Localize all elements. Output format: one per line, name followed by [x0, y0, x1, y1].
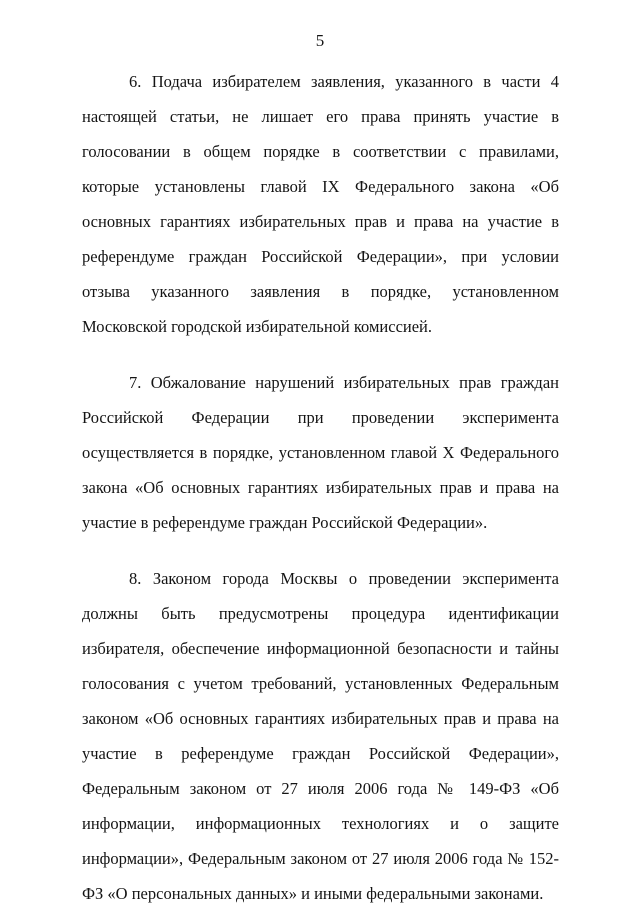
- document-body: [82, 64, 559, 911]
- paragraph-8: 8. Законом города Москвы о проведении эксперимента должны быть предусмотрены процедура идентификации избирателя, обеспечение информационной безопасности и тайны голосования с учетом требований, установленных Федеральным законом «Об основных гарантиях избирательных прав и права на участие в референдуме граждан Российской Федерации», Федеральным законом от 27 июля 2006 года № 149-ФЗ «Об информации, информационных технологиях и о защите информации», Федеральным законом от 27 июля 2006 года № 152-ФЗ «О персональных данных» и иными федеральными законами.: [82, 569, 559, 903]
- paragraph-7: 7. Обжалование нарушений избирательных прав граждан Российской Федерации при проведении эксперимента осуществляется в порядке, установленном главой X Федерального закона «Об основных гарантиях избирательных прав и права на участие в референдуме граждан Российской Федерации».: [82, 373, 559, 532]
- page-number: 5: [315, 31, 325, 50]
- paragraph-6: 6. Подача избирателем заявления, указанного в части 4 настоящей статьи, не лишает его права принять участие в голосовании в общем порядке в соответствии с правилами, которые установлены главой IX Федерального закона «Об основных гарантиях избирательных прав и права на участие в референдуме граждан Российской Федерации», при условии отзыва указанного заявления в порядке, установленном Московской городской избирательной комиссией.: [82, 72, 559, 336]
